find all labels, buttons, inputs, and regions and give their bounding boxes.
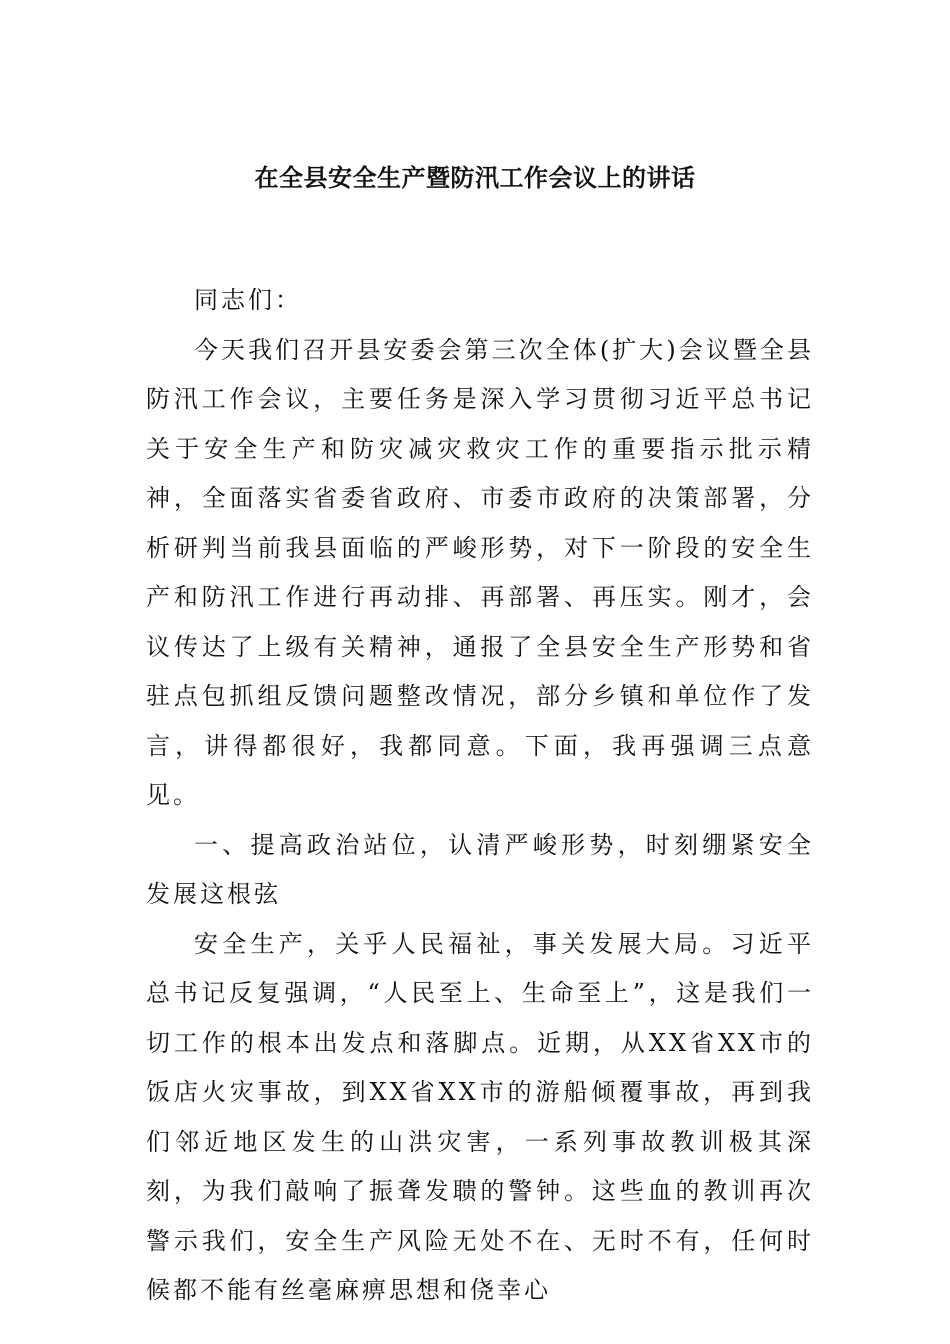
document-title: 在全县安全生产暨防汛工作会议上的讲话: [254, 163, 696, 192]
document-body: [146, 276, 814, 1316]
opening-paragraph: 今天我们召开县安委会第三次全体(扩大)会议暨全县防汛工作会议，主要任务是深入学习贯彻习近平总书记关于安全生产和防灾减灾救灾工作的重要指示批示精神，全面落实省委省政府、市委市政府的决策部署，分析研判当前我县面临的严峻形势，对下一阶段的安全生产和防汛工作进行再动排、再部署、再压实。刚才，会议传达了上级有关精神，通报了全县安全生产形势和省驻点包抓组反馈问题整改情况，部分乡镇和单位作了发言，讲得都很好，我都同意。下面，我再强调三点意见。: [146, 335, 814, 809]
section-1-paragraph: 安全生产，关乎人民福祉，事关发展大局。习近平总书记反复强调，“人民至上、生命至上”，这是我们一切工作的根本出发点和落脚点。近期，从XX省XX市的饭店火灾事故，到XX省XX市的游船倾覆事故，再到我们邻近地区发生的山洪灾害，一系列事故教训极其深刻，为我们敲响了振聋发聩的警钟。这些血的教训再次警示我们，安全生产风险无处不在、无时不有，任何时候都不能有丝毫麻痹思想和侥幸心: [146, 929, 814, 1304]
salutation: 同志们：: [194, 286, 302, 314]
section-heading-1: 一、提高政治站位，认清严峻形势，时刻绷紧安全发展这根弦: [146, 830, 814, 908]
